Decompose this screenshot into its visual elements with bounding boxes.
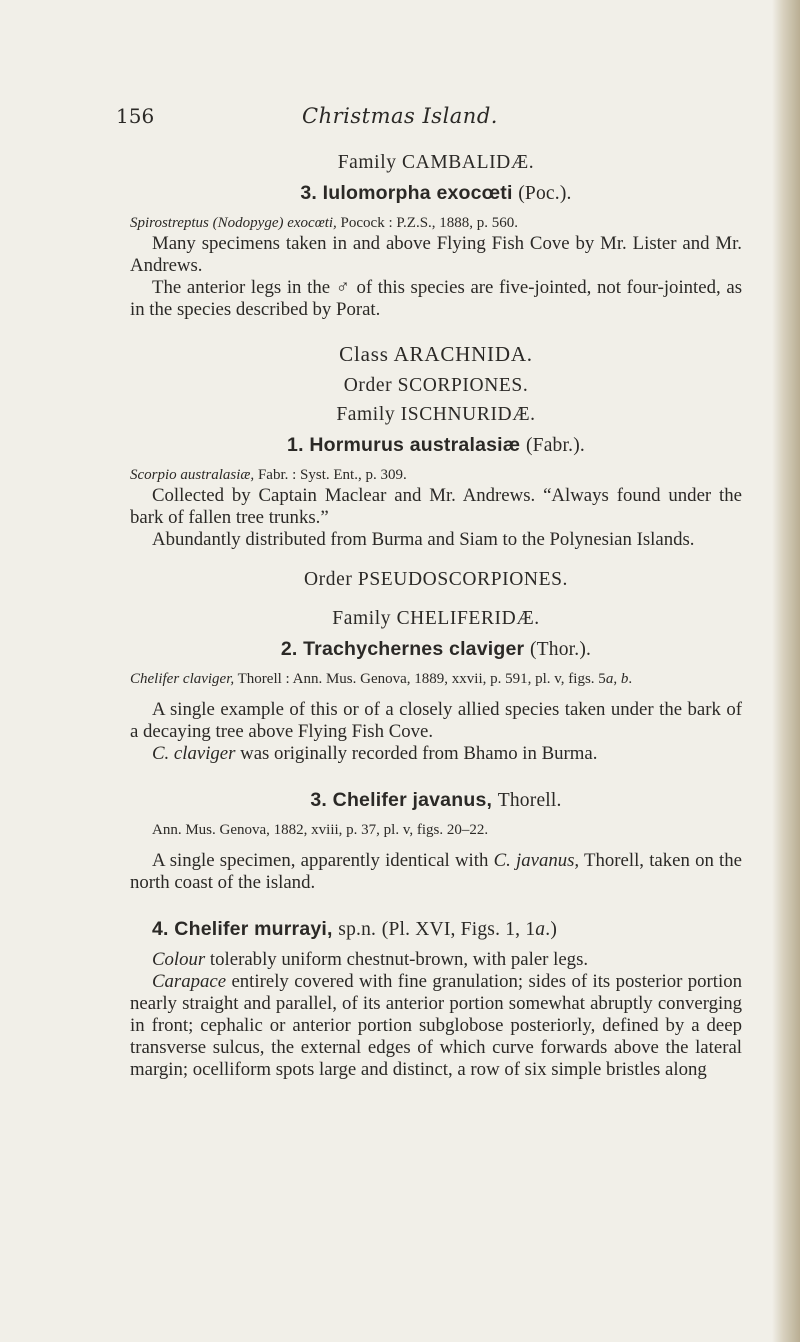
species-author: Thorell. (497, 790, 562, 811)
paragraph: Many specimens taken in and above Flying Fish Cove by Mr. Lister and Mr. Andrews. (130, 233, 742, 276)
text: of this species are five-jointed, not four-jointed, as in the species described by Porat. (130, 277, 742, 320)
class-heading (130, 343, 742, 365)
plate-fig-a: a (535, 919, 546, 940)
text: Thorell, taken on the north coast of the island. (130, 850, 743, 893)
species-author: (Fabr.). (525, 435, 585, 456)
male-symbol: ♂ (335, 277, 351, 298)
species-number: 1. (287, 434, 304, 456)
species-author: (Poc.). (518, 183, 572, 204)
species-author: sp.n. (338, 919, 377, 940)
paragraph (130, 743, 742, 765)
species-name: Trachychernes claviger (303, 638, 525, 660)
text: was originally recorded from Bhamo in Burma. (235, 743, 598, 764)
spacer (130, 591, 742, 601)
page-edge-shadow (772, 0, 800, 1342)
family-heading-ischnuridae: Family ISCHNURIDÆ. (336, 404, 536, 425)
ref-subgenus: (Nodopyge) (212, 215, 284, 231)
paragraph (130, 850, 742, 894)
text: A single specimen, apparently identical with (152, 850, 489, 871)
synonym-reference (130, 213, 742, 233)
spacer (130, 689, 742, 699)
family-heading-cambalidae: Family CAMBALIDÆ. (337, 152, 535, 173)
carapace-label: Carapace (152, 971, 227, 992)
synonym-reference (130, 465, 742, 485)
spacer (130, 765, 742, 783)
ref-name: Scorpio australasiæ, (130, 467, 255, 483)
class-prefix: Class (339, 342, 389, 366)
spacer (130, 551, 742, 569)
species-name: Hormurus australasiæ (309, 434, 521, 456)
species-name: Chelifer javanus, (332, 789, 493, 811)
species-author: (Thor.). (529, 639, 592, 660)
species-abbrev: C. javanus, (493, 850, 580, 871)
body-text (130, 145, 742, 1081)
colour-label: Colour (152, 949, 206, 970)
synonym-reference (130, 669, 742, 689)
end: . (628, 671, 633, 687)
paragraph: Collected by Captain Maclear and Mr. Andrews. “Always found under the bark of fallen tree trunks.” (130, 485, 742, 528)
ref-name: Chelifer claviger, (130, 671, 235, 687)
plate-text: (Pl. XVI, Figs. 1, 1 (381, 919, 536, 940)
reference: Ann. Mus. Genova, 1882, xviii, p. 37, pl. v, figs. 20–22. (152, 822, 489, 838)
spacer (130, 840, 742, 850)
species-abbrev: C. claviger (152, 743, 236, 764)
page-header (0, 104, 800, 132)
ref-citation: Fabr. : Syst. Ent., p. 309. (254, 467, 407, 483)
spacer (130, 894, 742, 912)
paragraph: A single example of this or of a closely allied species taken under the bark of a decaying tree above Flying Fish Cove. (130, 699, 742, 742)
running-title: Christmas Island. (302, 104, 498, 128)
species-name: Iulomorpha exocœti (322, 182, 513, 204)
page-number: 156 (116, 104, 155, 128)
species-heading-iulomorpha (130, 182, 742, 205)
family-heading-cheliferidae: Family CHELIFERIDÆ. (332, 608, 540, 629)
text: tolerably uniform chestnut-brown, with paler legs. (205, 949, 589, 970)
text: entirely covered with fine granulation; sides of its posterior portion nearly straight and parallel, of its anterior portion somewhat abruptly converging in front; cephalic or anterior portion subglobose posteriorly, defined by a deep transverse sulcus, the external edges of which curve forwards above the lateral margin; ocelliform spots large and distinct, a row of six simple bristles along (130, 971, 742, 1080)
paragraph: Abundantly distributed from Burma and Siam to the Polynesian Islands. (152, 529, 695, 550)
ref-citation: Thorell : Ann. Mus. Genova, 1889, xxvii, p. 591, pl. v, figs. 5 (234, 671, 606, 687)
order-heading-pseudoscorpiones: Order PSEUDOSCORPIONES. (303, 569, 569, 590)
plate-end: .) (545, 919, 558, 940)
ref-genus: Spirostreptus (130, 215, 209, 231)
order-heading-scorpiones: Order SCORPIONES. (343, 375, 529, 396)
paragraph (130, 277, 742, 321)
fig-a: a (605, 671, 614, 687)
species-number: 3. (300, 182, 318, 204)
text: The anterior legs in the (152, 277, 331, 298)
sep: , (613, 671, 621, 687)
species-name: Chelifer murrayi, (174, 918, 333, 940)
species-heading-chelifer-javanus (130, 789, 742, 812)
species-number: 2. (280, 638, 298, 660)
ref-epithet: exocœti, (287, 215, 337, 231)
class-name: ARACHNIDA. (393, 342, 533, 366)
paragraph (130, 949, 742, 971)
paragraph (130, 971, 742, 1081)
species-heading-hormurus (130, 434, 742, 457)
species-heading-trachychernes (130, 638, 742, 661)
plate-reference (382, 919, 557, 940)
fig-b: b (620, 671, 629, 687)
ref-citation: Pocock : P.Z.S., 1888, p. 560. (336, 215, 519, 231)
species-number: 4. (152, 918, 169, 940)
species-heading-chelifer-murrayi (130, 918, 742, 941)
species-number: 3. (310, 789, 328, 811)
